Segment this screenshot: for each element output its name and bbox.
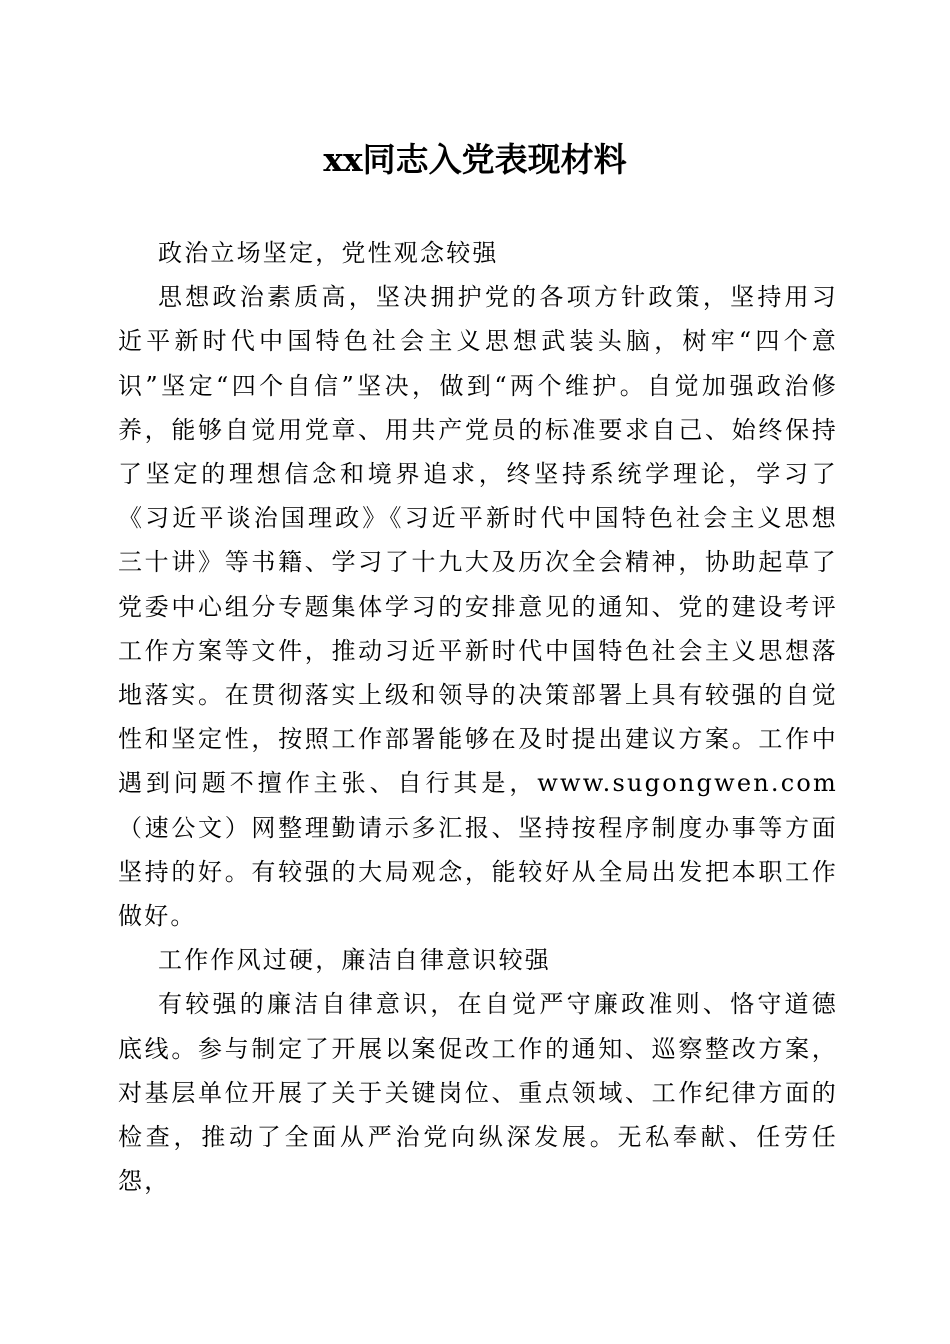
paragraph-political-quality: 思想政治素质高，坚决拥护党的各项方针政策，坚持用习近平新时代中国特色社会主义思想武装头脑，树牢“四个意识”坚定“四个自信”坚决，做到“两个维护。自觉加强政治修养，能够自觉用党章、用共产党员的标准要求自己、始终保持了坚定的理想信念和境界追求，终坚持系统学理论，学习了《习近平谈治国理政》《习近平新时代中国特色社会主义思想三十讲》等书籍、学习了十九大及历次全会精神，协助起草了党委中心组分专题集体学习的安排意见的通知、党的建设考评工作方案等文件，推动习近平新时代中国特色社会主义思想落地落实。在贯彻落实上级和领导的决策部署上具有较强的自觉性和坚定性，按照工作部署能够在及时提出建议方案。工作中遇到问题不擅作主张、自行其是，www.sugongwen.com（速公文）网整理勤请示多汇报、坚持按程序制度办事等方面坚持的好。有较强的大局观念，能较好从全局出发把本职工作做好。 — [118, 283, 838, 931]
page-title: xx同志入党表现材料 — [323, 140, 627, 179]
section-heading-work-style: 工作作风过硬，廉洁自律意识较强 — [158, 946, 551, 975]
section-heading-political-stance: 政治立场坚定，党性观念较强 — [158, 239, 499, 267]
paragraph-integrity: 有较强的廉洁自律意识，在自觉严守廉政准则、恪守道德底线。参与制定了开展以案促改工作的通知、巡察整改方案，对基层单位开展了关于关键岗位、重点领域、工作纪律方面的检查，推动了全面从严治党向纵深发展。无私奉献、任劳任怨， — [118, 990, 838, 1196]
document-body — [118, 231, 838, 1203]
